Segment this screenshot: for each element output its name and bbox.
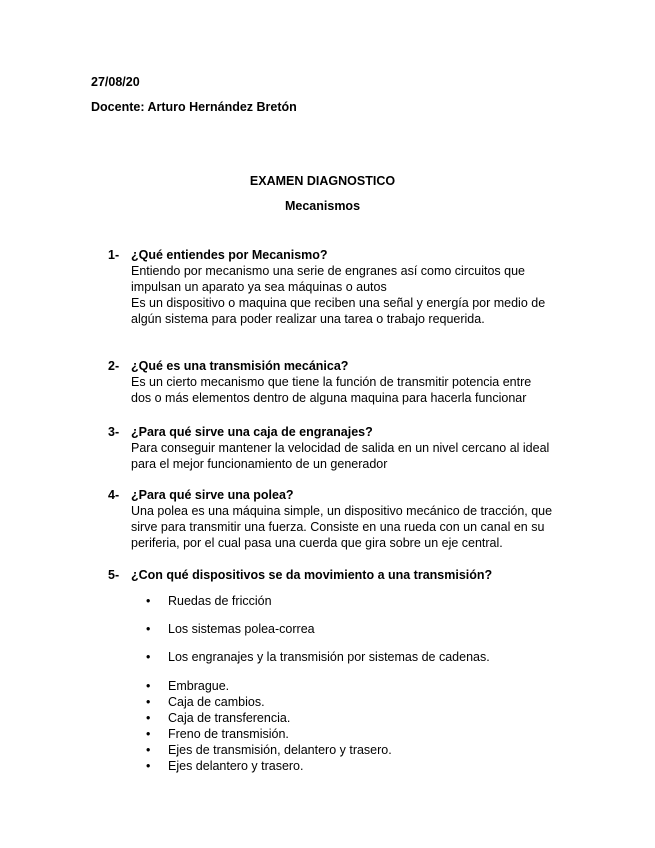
list-item-text: Caja de cambios.: [168, 695, 265, 709]
answer-line: Una polea es una máquina simple, un dispositivo mecánico de tracción, que: [131, 504, 553, 518]
list-item: [146, 726, 392, 742]
question-5: [108, 567, 578, 583]
question-number: 3-: [108, 425, 120, 439]
bullet-icon: •: [146, 594, 151, 608]
question-number: 2-: [108, 359, 120, 373]
list-item-text: Ejes delantero y trasero.: [168, 759, 304, 773]
question-number: 5-: [108, 568, 120, 582]
bullet-icon: •: [146, 711, 151, 725]
bullet-icon: •: [146, 650, 151, 664]
question-text: ¿Qué es una transmisión mecánica?: [131, 359, 349, 373]
list-item: [146, 649, 490, 665]
answer-line: Para conseguir mantener la velocidad de salida en un nivel cercano al ideal: [131, 441, 550, 455]
bullet-icon: •: [146, 622, 151, 636]
bullet-icon: •: [146, 759, 151, 773]
list-item: [146, 694, 392, 710]
teacher-name: Docente: Arturo Hernández Bretón: [91, 100, 297, 114]
bullet-icon: •: [146, 695, 151, 709]
answer-line: Entiendo por mecanismo una serie de engranes así como circuitos que: [131, 264, 525, 278]
question-text: ¿Qué entiendes por Mecanismo?: [131, 248, 328, 262]
question-1: [108, 247, 578, 327]
exam-subtitle: Mecanismos: [284, 199, 361, 213]
document-date: 27/08/20: [91, 75, 140, 89]
list-item-text: Ruedas de fricción: [168, 594, 272, 608]
bullet-icon: •: [146, 727, 151, 741]
list-item: [146, 593, 490, 609]
exam-title: EXAMEN DIAGNOSTICO: [249, 174, 396, 188]
bullet-icon: •: [146, 679, 151, 693]
list-item-text: Caja de transferencia.: [168, 711, 291, 725]
device-list-tight: [146, 678, 392, 774]
list-item: [146, 742, 392, 758]
question-text: ¿Con qué dispositivos se da movimiento a una transmisión?: [131, 568, 493, 582]
question-number: 4-: [108, 488, 120, 502]
question-text: ¿Para qué sirve una caja de engranajes?: [131, 425, 373, 439]
device-list-spaced: [146, 593, 490, 665]
list-item: [146, 710, 392, 726]
answer-line: periferia, por el cual pasa una cuerda que gira sobre un eje central.: [131, 536, 503, 550]
list-item-text: Embrague.: [168, 679, 230, 693]
list-item: [146, 678, 392, 694]
list-item: [146, 758, 392, 774]
answer-line: dos o más elementos dentro de alguna maquina para hacerla funcionar: [131, 391, 527, 405]
question-text: ¿Para qué sirve una polea?: [131, 488, 294, 502]
bullet-icon: •: [146, 743, 151, 757]
list-item-text: Los sistemas polea-correa: [168, 622, 315, 636]
list-item: [146, 621, 490, 637]
answer-line: Es un cierto mecanismo que tiene la función de transmitir potencia entre: [131, 375, 532, 389]
list-item-text: Ejes de transmisión, delantero y trasero.: [168, 743, 392, 757]
answer-line: para el mejor funcionamiento de un generador: [131, 457, 388, 471]
question-number: 1-: [108, 248, 120, 262]
list-item-text: Freno de transmisión.: [168, 727, 289, 741]
question-3: [108, 424, 578, 472]
answer-line: sirve para transmitir una fuerza. Consiste en una rueda con un canal en su: [131, 520, 545, 534]
question-4: [108, 487, 578, 551]
question-2: [108, 358, 578, 406]
list-item-text: Los engranajes y la transmisión por sistemas de cadenas.: [168, 650, 490, 664]
answer-line: impulsan un aparato ya sea máquinas o autos: [131, 280, 387, 294]
answer-line: algún sistema para poder realizar una tarea o trabajo requerida.: [131, 312, 485, 326]
answer-line: Es un dispositivo o maquina que reciben una señal y energía por medio de: [131, 296, 546, 310]
